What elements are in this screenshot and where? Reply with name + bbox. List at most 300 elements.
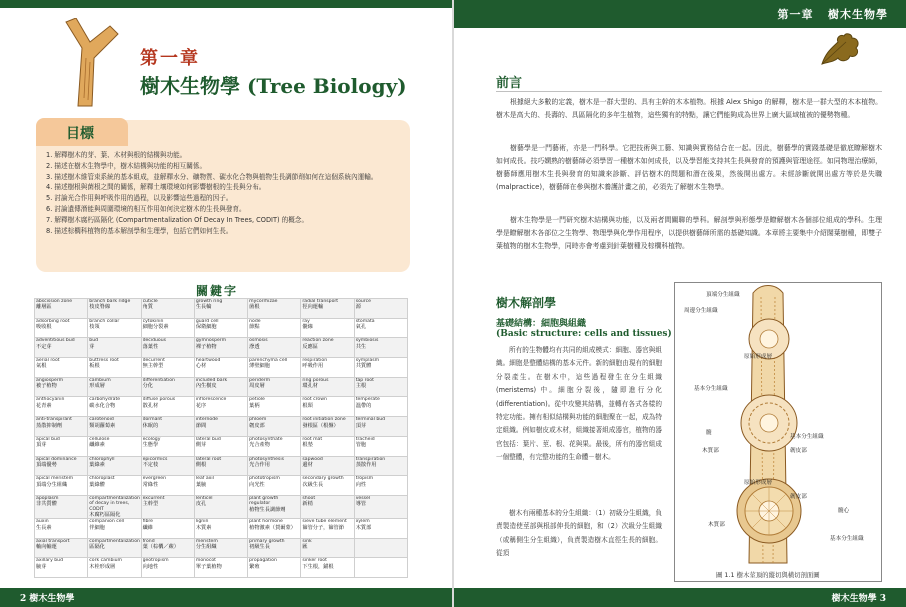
keyword-cell — [88, 558, 141, 578]
keyword-zh: 花青素 — [36, 402, 52, 409]
keyword-zh: 落葉性 — [142, 343, 159, 350]
keyword-en: root crown — [302, 397, 327, 403]
keyword-en: apical bud — [36, 436, 60, 442]
keyword-zh: 頂端分生組織 — [36, 481, 68, 488]
keyword-cell — [248, 495, 301, 518]
keywords-title: 關鍵字 — [196, 284, 239, 298]
keyword-cell — [301, 358, 354, 378]
keyword-en: growth ring — [195, 299, 223, 304]
keyword-zh: 葉腋 — [195, 481, 207, 488]
keyword-en: excurrent — [142, 495, 165, 501]
keyword-en: evergreen — [142, 476, 167, 482]
keyword-cell — [354, 558, 407, 578]
keyword-en: phototropism — [249, 476, 280, 482]
folio-left: 2 樹木生物學 — [20, 594, 75, 604]
keyword-cell — [35, 299, 88, 319]
label-apical-meristem: 頂端分生組織 — [706, 292, 740, 298]
keyword-zh: 蒸散抑制劑 — [36, 422, 62, 429]
keyword-en: branch bark ridge — [89, 299, 131, 304]
keyword-zh: 管胞 — [355, 442, 367, 449]
keyword-zh: 葉綠體 — [89, 481, 105, 488]
keyword-zh: 木質素 — [195, 524, 212, 531]
keyword-zh: 周皮層 — [249, 383, 265, 390]
keyword-cell — [88, 299, 141, 319]
keyword-en: cork cambium — [89, 558, 123, 564]
keyword-en: anthocyanin — [36, 397, 65, 403]
keyword-cell — [194, 558, 247, 578]
keyword-cell — [194, 436, 247, 456]
keyword-zh: 芽 — [89, 343, 95, 350]
keyword-en: ring porous — [302, 377, 329, 383]
oak-leaf-icon — [816, 30, 862, 70]
top-bar-right — [454, 0, 906, 28]
keyword-cell — [141, 538, 194, 558]
keyword-en: buttress root — [89, 358, 119, 364]
keyword-cell — [141, 318, 194, 338]
keyword-en: symplasm — [355, 358, 380, 364]
anatomy-subtitle-zh: 基礎結構：細胞與組織 — [496, 319, 587, 329]
label-ground-meristem-3: 基本分生組織 — [830, 536, 864, 542]
keyword-cell — [248, 417, 301, 437]
keyword-en: parenchyma cell — [249, 358, 288, 364]
keyword-en: cambium — [89, 377, 111, 383]
keyword-zh: 根墊 — [302, 442, 313, 449]
keyword-zh: 反應區 — [302, 343, 318, 350]
keyword-cell — [88, 456, 141, 476]
keyword-en: aerial root — [36, 358, 60, 364]
keyword-en: osmosis — [249, 338, 268, 344]
keyword-cell — [354, 495, 407, 518]
keyword-cell — [301, 397, 354, 417]
objectives-list — [46, 150, 406, 236]
keyword-cell — [301, 299, 354, 319]
keyword-zh: 裸子植物 — [195, 343, 217, 350]
keyword-zh: 保衛細胞 — [195, 324, 217, 331]
anatomy-paragraph-1: 所有的生物體均有共同的組成模式：細胞、器官與組織。細胞是整體結構的基本元件。新的細胞由現有的細胞分裂產生。在樹木中，這些過程發生在分生組織 (meristems) 中。細胞分裂後，隨即進行分化 (differentiation)。從中攻變其結構，並轉有各式各樣的特定功能。擁有相似結構與功能的細胞聚在一起，成為特定組織。例如樹皮或木材，組織接著組成器官，植物的器官包括：葉片、莖、根、花與果。最後，所有的器官組成一個整體，有完整功能的生命體－樹木。 — [496, 346, 662, 462]
keyword-en: respiration — [302, 358, 328, 364]
keyword-en: chlorophyll — [89, 456, 115, 462]
keyword-en: vessel — [355, 495, 371, 501]
keyword-zh: 邊材 — [302, 461, 313, 468]
keyword-cell — [301, 436, 354, 456]
keyword-zh: 木質部 — [355, 524, 372, 531]
keyword-cell — [248, 476, 301, 496]
label-pith-2: 髓心 — [838, 508, 850, 514]
keyword-cell — [301, 476, 354, 496]
keyword-cell — [141, 456, 194, 476]
keyword-zh: 光合作用 — [249, 461, 270, 468]
keyword-cell — [141, 476, 194, 496]
keyword-en: leaf axil — [195, 476, 214, 482]
preface-rule — [496, 91, 882, 92]
keyword-cell — [88, 519, 141, 539]
keyword-zh: 散孔材 — [142, 402, 159, 409]
keyword-zh: 共生 — [355, 343, 367, 350]
keyword-zh: 非共質體 — [36, 501, 57, 508]
keyword-en: cuticle — [142, 299, 158, 304]
keyword-cell — [248, 377, 301, 397]
objective-item: 7. 解釋樹木腐朽區隔化 (Compartmentalization Of Decay In Trees, CODIT) 的概念。 — [46, 215, 309, 224]
keyword-cell — [354, 397, 407, 417]
keyword-zh: 繁殖 — [249, 563, 260, 570]
keyword-cell — [248, 338, 301, 358]
keyword-zh: 側根 — [195, 461, 207, 468]
keyword-zh: 纖維 — [142, 524, 153, 531]
keyword-zh: 葉柄 — [249, 402, 260, 409]
keyword-en: periderm — [249, 377, 271, 383]
keyword-en: photosynthesis — [249, 456, 284, 462]
keyword-en: primary growth — [249, 538, 285, 544]
keyword-zh: 皮孔 — [195, 501, 207, 508]
keyword-zh: 離層區 — [36, 304, 52, 311]
keyword-cell — [301, 495, 354, 518]
keyword-cell — [35, 558, 88, 578]
keyword-zh: 滲透 — [249, 343, 260, 350]
keyword-cell — [194, 417, 247, 437]
keyword-cell — [35, 358, 88, 378]
keyword-en: sieve tube element — [302, 519, 347, 525]
keyword-row — [35, 318, 408, 338]
keyword-zh: 碳水化合物 — [89, 402, 116, 409]
keyword-en: frond — [142, 538, 155, 544]
keyword-en: lateral root — [195, 456, 222, 462]
objectives-title: 目標 — [66, 126, 94, 142]
keyword-zh: 細胞分裂素 — [142, 324, 169, 331]
keyword-en: plant growth regulator — [249, 495, 279, 507]
keyword-en: bud — [89, 338, 99, 344]
keyword-row — [35, 519, 408, 539]
objective-item: 1. 解釋樹木的芽、葉、木材與根的結構與功能。 — [46, 151, 187, 159]
keyword-zh: 下生根，錨根 — [302, 563, 334, 570]
keyword-cell — [248, 558, 301, 578]
running-header: 第一章 樹木生物學 — [777, 8, 888, 21]
keyword-row — [35, 417, 408, 437]
keyword-zh: 被子植物 — [36, 383, 57, 390]
keyword-en: guard cell — [195, 318, 219, 324]
keyword-zh: 菌根 — [249, 304, 260, 311]
keyword-zh: 節間 — [195, 422, 207, 429]
keyword-cell — [194, 495, 247, 518]
keyword-row — [35, 397, 408, 417]
keyword-en: node — [249, 318, 261, 324]
keyword-cell — [354, 377, 407, 397]
keyword-zh: 生態學 — [142, 442, 159, 449]
keyword-en: tracheid — [355, 436, 375, 442]
keyword-zh: 新梢 — [302, 501, 313, 508]
keyword-row — [35, 476, 408, 496]
keyword-en: sapwood — [302, 456, 323, 462]
keyword-row — [35, 558, 408, 578]
keyword-en: temperate — [355, 397, 380, 403]
keyword-en: inflorescence — [195, 397, 227, 403]
anatomy-title: 樹木解剖學 — [496, 296, 557, 310]
keyword-en: shoot — [302, 495, 316, 501]
objective-item: 5. 討論光合作用與呼吸作用的過程，以及影響這些過程的因子。 — [46, 194, 233, 203]
keyword-en: tropism — [355, 476, 374, 482]
keyword-cell — [301, 417, 354, 437]
keyword-en: propagation — [249, 558, 277, 564]
keyword-cell — [248, 519, 301, 539]
keyword-row — [35, 436, 408, 456]
keyword-cell — [35, 436, 88, 456]
keyword-zh: 向光性 — [249, 481, 265, 488]
keyword-zh: 匯 — [302, 544, 308, 551]
keyword-zh: 花序 — [195, 402, 207, 409]
keyword-cell — [35, 338, 88, 358]
keyword-en: internode — [195, 417, 218, 423]
keyword-zh: 板根 — [89, 363, 100, 370]
keyword-cell — [248, 318, 301, 338]
keyword-zh: 韌皮部 — [249, 422, 265, 429]
keyword-en: chloroplast — [89, 476, 115, 482]
keyword-zh: 頂端優勢 — [36, 461, 57, 468]
keyword-en: carotenoid — [89, 417, 114, 423]
keyword-cell — [88, 495, 141, 518]
keyword-zh: 蒸散作用 — [355, 461, 377, 468]
objective-item: 6. 討論遺傳潛能與周圍環境的相互作用如何決定樹木的生長與發育。 — [46, 204, 246, 213]
keyword-cell — [141, 558, 194, 578]
keyword-cell — [248, 436, 301, 456]
keyword-zh: 主根 — [355, 383, 367, 390]
keyword-zh: 髓線 — [302, 324, 313, 331]
keyword-zh: 氣根 — [36, 363, 47, 370]
keyword-cell — [141, 436, 194, 456]
keyword-cell — [354, 519, 407, 539]
keyword-zh: 發根區（根盤） — [302, 422, 339, 429]
keyword-row — [35, 358, 408, 378]
folio-right: 樹木生物學 3 — [831, 594, 886, 604]
keyword-en: companion cell — [89, 519, 125, 525]
keyword-zh: 徑向運輸 — [302, 304, 324, 311]
keyword-en: lateral bud — [195, 436, 221, 442]
keyword-zh: 常綠性 — [142, 481, 159, 488]
keyword-cell — [248, 397, 301, 417]
keyword-en: plant hormone — [249, 519, 283, 525]
keyword-zh: 源 — [355, 304, 361, 311]
keyword-en: photosynthate — [249, 436, 283, 442]
keyword-cell — [88, 338, 141, 358]
keyword-cell — [301, 456, 354, 476]
keyword-cell — [301, 538, 354, 558]
keyword-zh: 頂芽 — [36, 442, 47, 449]
top-bar-left — [0, 0, 452, 8]
keyword-en: decurrent — [142, 358, 165, 364]
keyword-cell — [141, 397, 194, 417]
objective-item: 8. 描述棕櫚科植物的基本解剖學和生理學，包括它們如何生長。 — [46, 226, 233, 235]
chapter-title: 樹木生物學 (Tree Biology) — [140, 74, 407, 98]
keyword-cell — [141, 377, 194, 397]
keyword-zh: 薄壁細胞 — [249, 363, 270, 370]
keyword-zh: 導管 — [355, 501, 367, 508]
keyword-row — [35, 495, 408, 518]
preface-paragraph-1: 根據絕大多數的定義，樹木是一群大型的、具有主幹的木本植物。根據 Alex Shigo 的解釋，樹木是一群大型的木本植物。樹木是高大的、長壽的、具區隔化的多年生植物，這些獨有的特點，讓它們能夠成為世界上廣大區域植被的優勢物種。 — [496, 98, 882, 119]
keyword-zh: 木腐朽區隔化 — [89, 512, 121, 519]
keyword-en: abscission zone — [36, 299, 73, 304]
keyword-en: secondary growth — [302, 476, 344, 482]
keyword-en: dormant — [142, 417, 163, 423]
keyword-zh: 枝領 — [89, 324, 100, 331]
keyword-cell — [354, 538, 407, 558]
label-procambium: 原始形成層 — [744, 354, 772, 360]
keyword-en: epicormics — [142, 456, 168, 462]
keyword-en: reaction zone — [302, 338, 334, 344]
keyword-en: included bark — [195, 377, 228, 383]
keyword-zh: 腋芽 — [36, 563, 47, 570]
keyword-zh: 心材 — [195, 363, 207, 370]
keyword-en: fibre — [142, 519, 153, 525]
keyword-cell — [194, 397, 247, 417]
keyword-zh: 節點 — [249, 324, 260, 331]
keyword-zh: 不定枝 — [142, 461, 159, 468]
keyword-cell — [141, 417, 194, 437]
keyword-zh: 木栓形成層 — [89, 563, 116, 570]
keyword-en: ray — [302, 318, 310, 324]
keyword-en: cellulose — [89, 436, 110, 442]
keyword-cell — [194, 519, 247, 539]
objective-item: 2. 描述在樹木生物學中，樹木結構與功能的相互關係。 — [46, 161, 207, 170]
keyword-cell — [141, 495, 194, 518]
keyword-en: apical meristem — [36, 476, 74, 482]
keyword-cell — [194, 358, 247, 378]
keyword-en: monocot — [195, 558, 216, 564]
keyword-zh: 環孔材 — [302, 383, 318, 390]
keyword-zh: 類胡蘿蔔素 — [89, 422, 116, 429]
keyword-zh: 頂芽 — [355, 422, 367, 429]
keyword-zh: 單子葉植物 — [195, 563, 222, 570]
keyword-cell — [354, 417, 407, 437]
keyword-cell — [88, 436, 141, 456]
keyword-cell — [88, 377, 141, 397]
keyword-zh: 氣孔 — [355, 324, 367, 331]
keyword-zh: 分化 — [142, 383, 153, 390]
keyword-en: apoplasm — [36, 495, 59, 501]
keyword-zh: 葉（棕櫚／蕨） — [142, 544, 179, 551]
label-xylem: 木質部 — [702, 448, 719, 454]
preface-paragraph-2: 樹藝學是一門藝術，亦是一門科學。它把技術與工藝、知識與實務結合在一起。因此，樹藝學的實踐基礎是徹底瞭解樹木如何成長。技巧嫻熟的樹藝師必須學習一種樹木如何成長，以及學習能支持其生長與發育的預護與管理途徑。如同物理治療師，樹藝師應用樹木生長與發育的知識來診斷、評估樹木的問題和潛在後果，然後開出處方。未經診斷就開出處方等於是失職 (malpractice)，樹藝師在參與樹木養護計畫之前，必須先了解樹木生物學。 — [496, 144, 882, 191]
keyword-zh: 共質體 — [355, 363, 372, 370]
keyword-en: adsorbing root — [36, 318, 70, 324]
keyword-cell — [194, 476, 247, 496]
keyword-cell — [35, 397, 88, 417]
keyword-zh: 生長素 — [36, 524, 52, 531]
keyword-en: lignin — [195, 519, 209, 525]
keyword-cell — [141, 338, 194, 358]
stem-diagram-icon — [675, 283, 881, 567]
label-xylem-2: 木質部 — [708, 522, 725, 528]
keyword-zh: 植物生長調節劑 — [249, 506, 286, 513]
keyword-en: apical dominance — [36, 456, 77, 462]
keyword-en: ecology — [142, 436, 161, 442]
keyword-en: symbiosis — [355, 338, 379, 344]
preface-title: 前言 — [496, 76, 523, 91]
keyword-en: transpiration — [355, 456, 386, 462]
branch-illustration-icon — [60, 18, 120, 108]
keywords-table — [34, 298, 408, 578]
preface-paragraph-3: 樹木生物學是一門研究樹木結構與功能，以及兩者間關聯的學科。解剖學與形態學是瞭解樹木各個部位組成的學科。生理學是瞭解樹木各部位之生物學、物理學與化學作用程序，以提供樹藝師所需的基礎知識。本章將主要集中介紹闊葉樹種，即雙子葉植物的樹木生物學，同時亦會考慮到針葉樹種及棕櫚科植物。 — [496, 216, 882, 250]
keyword-zh: 分生組織 — [195, 544, 217, 551]
keyword-zh: 初級生長 — [249, 544, 270, 551]
keyword-cell — [35, 318, 88, 338]
keyword-cell — [194, 456, 247, 476]
keyword-zh: 不定芽 — [36, 343, 52, 350]
keyword-en: lenticel — [195, 495, 213, 501]
keyword-cell — [35, 476, 88, 496]
keyword-en: compartmentalization — [89, 538, 140, 544]
keyword-cell — [354, 436, 407, 456]
keyword-zh: 休眠的 — [142, 422, 159, 429]
label-procambium-2: 原始形成層 — [744, 480, 772, 486]
keyword-cell — [354, 318, 407, 338]
keyword-cell — [194, 318, 247, 338]
keyword-cell — [88, 417, 141, 437]
keyword-zh: 纖維素 — [89, 442, 105, 449]
keyword-en: adventitious bud — [36, 338, 75, 344]
keyword-cell — [354, 338, 407, 358]
keyword-en: heartwood — [195, 358, 221, 364]
keyword-zh: 溫帶的 — [355, 402, 372, 409]
label-ground-meristem: 基本分生組織 — [694, 386, 728, 392]
keyword-en: angiosperm — [36, 377, 64, 383]
keyword-cell — [248, 358, 301, 378]
keyword-en: axial transport — [36, 538, 70, 544]
keyword-en: branch collar — [89, 318, 120, 324]
keyword-en: root mat — [302, 436, 323, 442]
keyword-zh: 呼吸作用 — [302, 363, 324, 370]
keyword-cell — [301, 318, 354, 338]
keyword-en: radial transport — [302, 299, 339, 304]
keyword-cell — [194, 377, 247, 397]
chapter-number: 第一章 — [140, 48, 200, 69]
keyword-en: cytokinin — [142, 318, 164, 324]
keyword-cell — [194, 299, 247, 319]
page-gutter — [452, 0, 454, 607]
label-phloem: 韌皮部 — [790, 448, 807, 454]
keyword-cell — [301, 377, 354, 397]
label-ground-meristem-2: 基本分生組織 — [790, 434, 824, 440]
keyword-cell — [194, 538, 247, 558]
keyword-zh: 次級生長 — [302, 481, 324, 488]
keyword-zh: 枝皮脊線 — [89, 304, 111, 311]
keyword-cell — [141, 519, 194, 539]
keyword-cell — [141, 299, 194, 319]
keyword-cell — [141, 358, 194, 378]
keyword-cell — [301, 338, 354, 358]
keyword-row — [35, 538, 408, 558]
keyword-cell — [88, 397, 141, 417]
keyword-cell — [35, 377, 88, 397]
keyword-en: tap root — [355, 377, 374, 383]
keyword-cell — [301, 558, 354, 578]
keyword-en: source — [355, 299, 371, 304]
keyword-cell — [35, 538, 88, 558]
keyword-cell — [301, 519, 354, 539]
keyword-en: deciduous — [142, 338, 167, 344]
anatomy-paragraph-2: 樹木有兩種基本的分生組織：（1）初級分生組織，負責製造使莖部與根部伸長的細胞，和（2）次級分生組織（或稱側生分生組織），負責製造樹木直徑生長的細胞。從頂 — [496, 509, 662, 558]
keyword-zh: 向地性 — [142, 563, 159, 570]
keyword-zh: 主幹型 — [142, 501, 159, 508]
keyword-zh: 角質 — [142, 304, 153, 311]
keyword-en: compartmentalization of decay in trees, CODIT — [89, 495, 140, 512]
objective-item: 4. 描述樹根與菌根之間的關係，解釋土壤環境如何影響樹根的生長與分布。 — [46, 183, 266, 192]
keyword-cell — [194, 338, 247, 358]
keyword-cell — [35, 519, 88, 539]
keyword-en: auxin — [36, 519, 49, 525]
keyword-zh: 內生樹皮 — [195, 383, 217, 390]
keyword-en: meristem — [195, 538, 218, 544]
label-peripheral-meristem: 周邊分生組織 — [684, 308, 718, 314]
keyword-cell — [88, 538, 141, 558]
keyword-en: sinker root — [302, 558, 327, 564]
